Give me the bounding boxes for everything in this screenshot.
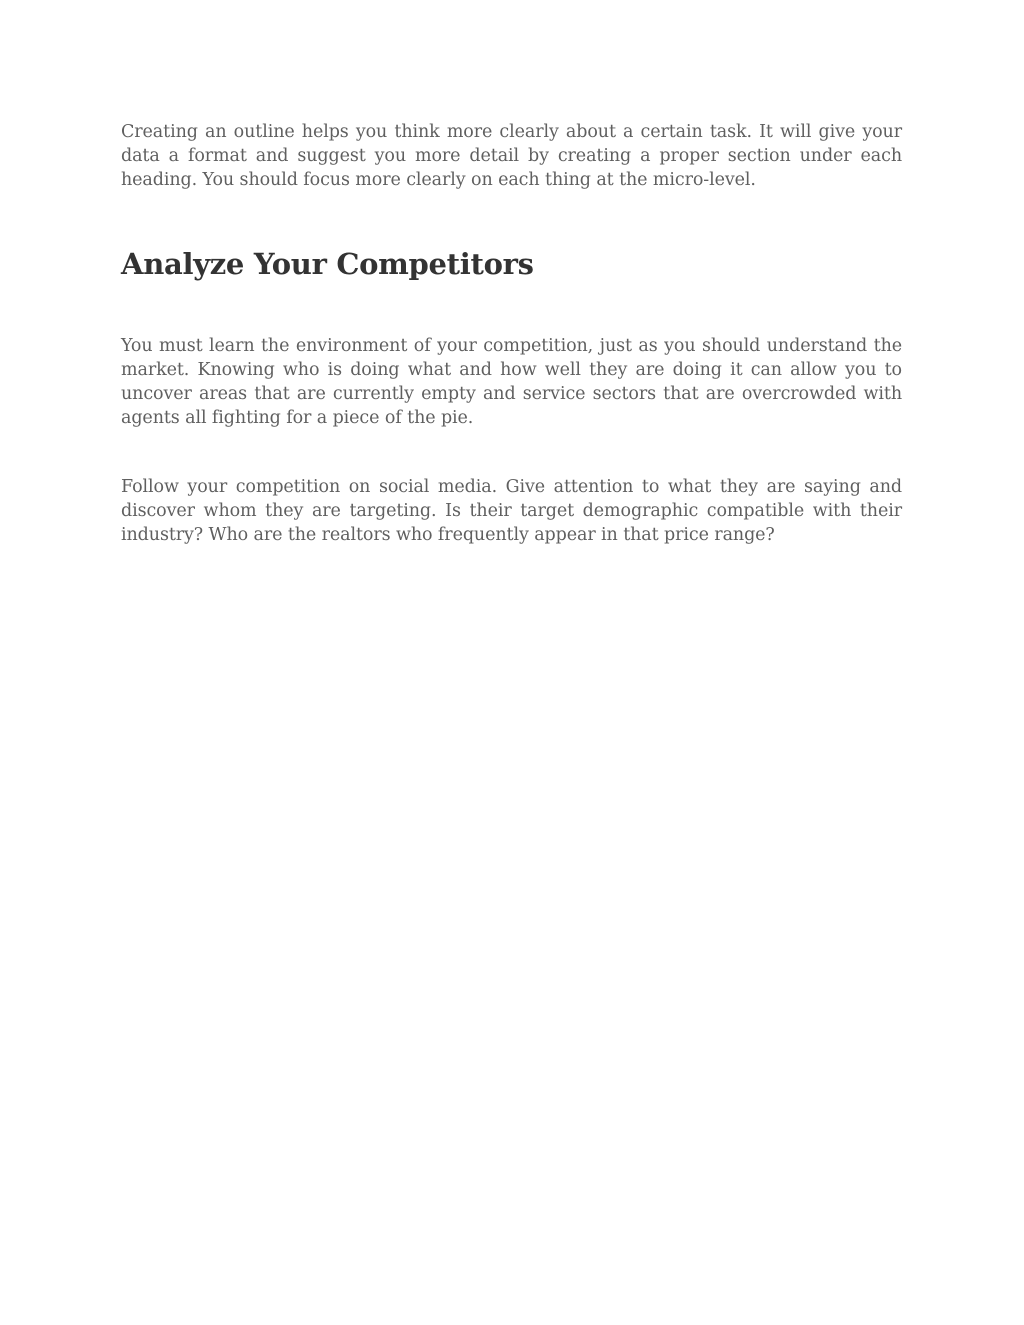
social-media-paragraph: Follow your competition on social media. Give attention to what they are saying and discover whom they are targeting. Is their target demographic compatible with their industry? Who are the realtors who frequently appear in that price range?: [121, 477, 902, 545]
document-page: [121, 120, 902, 547]
intro-paragraph: Creating an outline helps you think more clearly about a certain task. It will give your data a format and suggest you more detail by creating a proper section under each heading. You should focus more clearly on each thing at the micro-level.: [121, 122, 902, 190]
section-heading: Analyze Your Competitors: [121, 247, 534, 281]
competition-paragraph: You must learn the environment of your competition, just as you should understand the market. Knowing who is doing what and how well they are doing it can allow you to uncover areas that are currently empty and service sectors that are overcrowded with agents all fighting for a piece of the pie.: [121, 336, 902, 428]
